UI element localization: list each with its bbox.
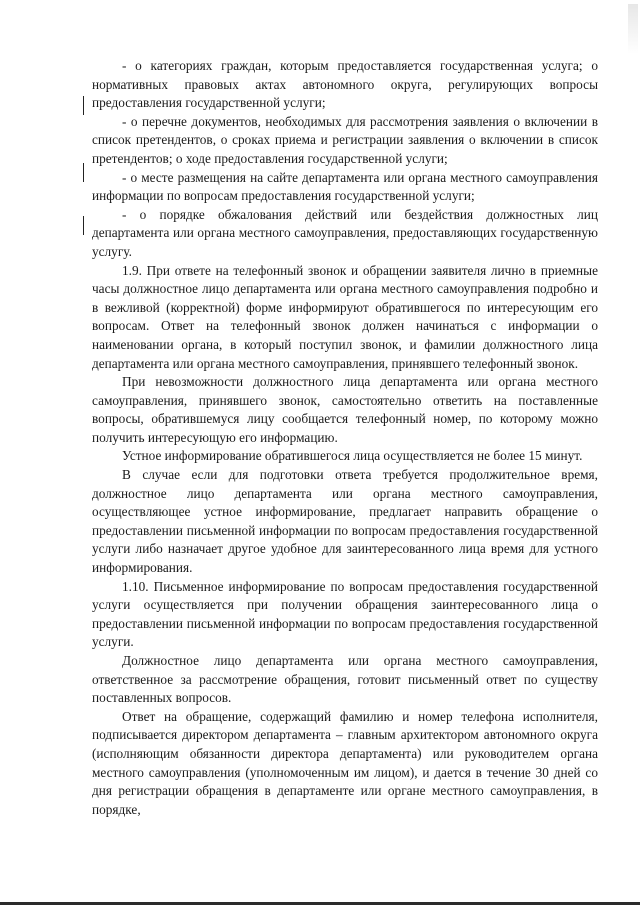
margin-change-bar <box>83 96 84 115</box>
paragraph-responsible-official: Должностное лицо департамента или органа местного самоуправления, ответственное за рассмотрение обращения, готовит письменный ответ по существу поставленных вопросов. <box>92 653 598 706</box>
margin-change-bar <box>83 163 84 182</box>
paragraph-unable-to-answer: При невозможности должностного лица департамента или органа местного самоуправления, принявшего звонок, самостоятельно ответить на поставленные вопросы, обратившемуся лицу сообщается телефонный номер, по которому можно получить интересующую его информацию. <box>92 374 598 445</box>
paragraph-categories: - о категориях граждан, которым предоставляется государственная услуга; о нормативных правовых актах автономного округа, регулирующих вопросы предоставления государственной услуги; <box>92 58 598 111</box>
paragraph-long-preparation: В случае если для подготовки ответа требуется продолжительное время, должностное лицо департамента или органа местного самоуправления, осуществляющее устное информирование, предлагает направить обращение о предоставлении письменной информации по вопросам предоставления государственной услуги либо назначает другое удобное для заинтересованного лица время для устного информирования. <box>92 467 598 576</box>
paragraph-appeal-procedure: - о порядке обжалования действий или бездействия должностных лиц департамента или органа местного самоуправления, предоставляющих государственную услугу. <box>92 206 598 259</box>
paragraph-documents-list: - о перечне документов, необходимых для рассмотрения заявления о включении в список претендентов, о сроках приема и регистрации заявления о включении в список претендентов; о ходе предоставления государственной услуги; <box>92 113 598 166</box>
paragraph-response-signing: Ответ на обращение, содержащий фамилию и номер телефона исполнителя, подписывается директором департамента – главным архитектором автономного округа (исполняющим обязанности директора департамента) или руководителем органа местного самоуправления (уполномоченным им лицом), и дается в течение 30 дней со дня регистрации обращения в департаменте или органе местного самоуправления, в порядке, <box>92 708 598 817</box>
document-body <box>92 57 598 819</box>
paragraph-1-9-phone-call: 1.9. При ответе на телефонный звонок и обращении заявителя лично в приемные часы должностное лицо департамента или органа местного самоуправления подробно и в вежливой (корректной) форме информируют обратившегося по интересующим его вопросам. Ответ на телефонный звонок должен начинаться с информации о наименовании органа, в который поступил звонок, и фамилии должностного лица департамента или органа местного самоуправления, принявшего телефонный звонок. <box>92 262 598 371</box>
paragraph-oral-duration: Устное информирование обратившегося лица осуществляется не более 15 минут. <box>122 448 583 464</box>
margin-change-bar <box>83 216 84 235</box>
paragraph-1-10-written-info: 1.10. Письменное информирование по вопросам предоставления государственной услуги осуществляется при получении обращения заинтересованного лица о предоставлении письменной информации по вопросам предоставления государственной услуги. <box>92 578 598 650</box>
paragraph-website-info: - о месте размещения на сайте департамента или органа местного самоуправления информации по вопросам предоставления государственной услуги; <box>92 169 598 204</box>
scan-edge-smudge <box>628 4 638 54</box>
